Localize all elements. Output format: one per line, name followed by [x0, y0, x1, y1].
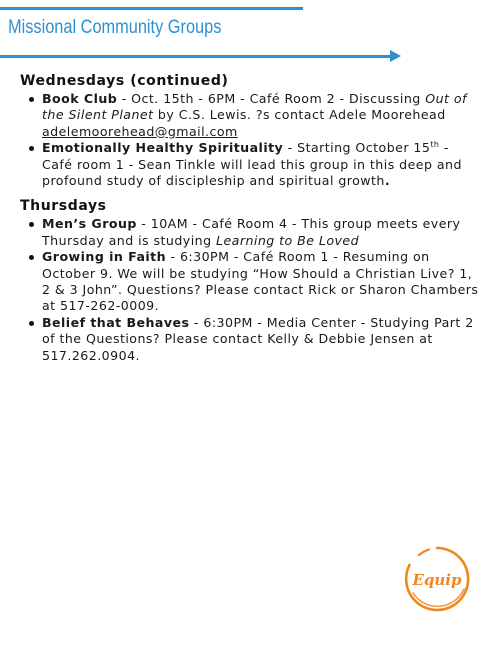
book-title: Out of the Silent Planet: [42, 91, 467, 123]
thursday-group-list: [20, 216, 480, 364]
group-title: Book Club: [42, 91, 118, 106]
equip-logo-icon: [399, 541, 475, 617]
ordinal-suffix: th: [430, 140, 440, 150]
group-details: - Oct. 15th - 6PM - Café Room 2 - Discussing: [117, 91, 426, 106]
section-heading-wednesdays: Wednesdays (continued): [20, 73, 229, 89]
arrow-right-icon: [390, 50, 401, 62]
group-details: - 6:30PM - Media Center - Studying Part 2 of the Questions? Please contact Kelly & Debbie Jensen at 517.262.0904.: [42, 314, 474, 363]
group-title: Belief that Behaves: [42, 314, 190, 330]
group-details-description: - Café room 1 - Sean Tinkle will lead this group in this deep and profound study of discipleship and spiritual growth: [42, 140, 462, 189]
group-details: - 6:30PM - Café Room 1 - Resuming on October 9. We will be studying “How Should a Christian Live? 1, 2 & 3 John”. Questions? Please contact Rick or Sharon Chambers at 517-262-0009.: [42, 249, 479, 314]
email-link[interactable]: adelemoorehead@gmail.com: [42, 123, 238, 139]
page-title: Missional Community Groups: [8, 17, 222, 38]
book-title: Learning to Be Loved: [215, 232, 360, 248]
wednesday-group-list: [20, 91, 480, 189]
group-title: Emotionally Healthy Spirituality: [42, 140, 284, 156]
group-details: - 10AM - Café Room 4 - This group meets every Thursday and is studying: [42, 216, 461, 248]
section-heading-thursdays: Thursdays: [20, 198, 107, 215]
header-top-rule: [0, 7, 303, 10]
end-period: .: [384, 173, 391, 189]
list-item-book-club: [42, 91, 480, 140]
header-arrow-line: [0, 55, 392, 58]
list-item-emotionally-healthy: [42, 140, 480, 189]
main-content: [20, 72, 480, 372]
list-item-belief-that-behaves: [42, 315, 480, 364]
logo-text: Equip: [412, 571, 462, 589]
list-item-growing-in-faith: [42, 249, 480, 315]
group-title: Men’s Group: [42, 216, 137, 232]
group-details: - Starting October 15: [283, 140, 431, 156]
list-item-mens-group: [42, 216, 480, 249]
group-title: Growing in Faith: [42, 249, 167, 265]
group-details-contact: by C.S. Lewis. ?s contact Adele Moorehead: [153, 107, 446, 123]
